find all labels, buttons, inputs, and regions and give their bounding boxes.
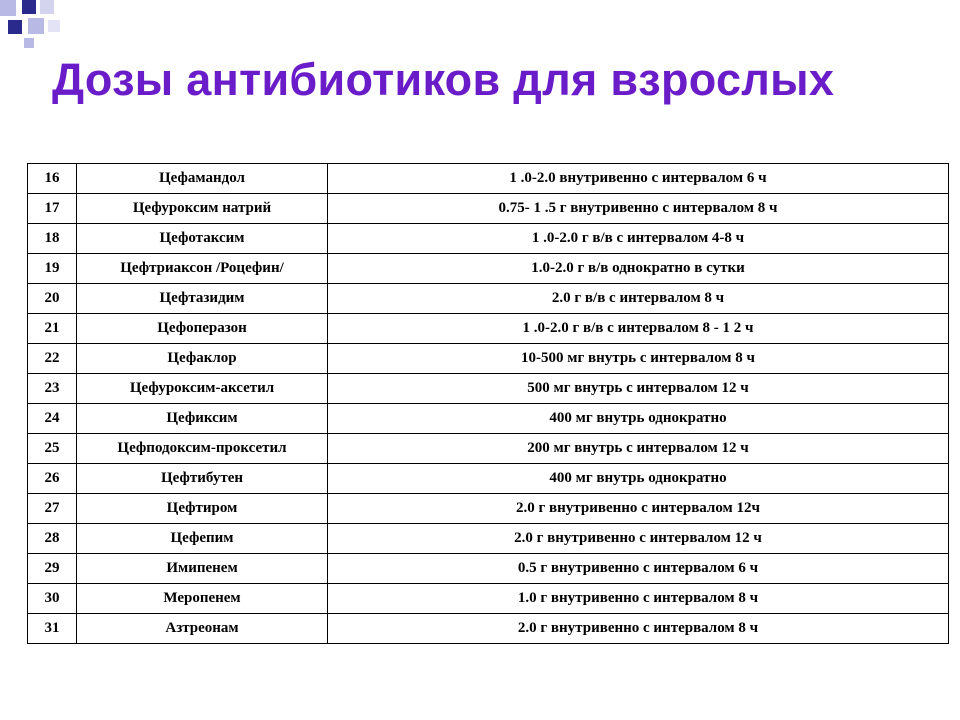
decor-square (24, 38, 34, 48)
dose-cell: 400 мг внутрь однократно (328, 404, 949, 434)
table-row (28, 194, 949, 224)
dose-cell: 2.0 г внутривенно с интервалом 8 ч (328, 614, 949, 644)
drug-name-cell: Цефаклор (77, 344, 328, 374)
dose-cell: 400 мг внутрь однократно (328, 464, 949, 494)
dose-cell: 500 мг внутрь с интервалом 12 ч (328, 374, 949, 404)
drug-name-cell: Цефтазидим (77, 284, 328, 314)
corner-decoration (0, 0, 80, 60)
row-number-cell: 22 (28, 344, 77, 374)
drug-name-cell: Цефамандол (77, 164, 328, 194)
row-number-cell: 23 (28, 374, 77, 404)
decor-square (40, 0, 54, 14)
dose-cell: 2.0 г внутривенно с интервалом 12 ч (328, 524, 949, 554)
row-number-cell: 31 (28, 614, 77, 644)
drug-name-cell: Цефподоксим-проксетил (77, 434, 328, 464)
table-body (28, 164, 949, 644)
dose-cell: 2.0 г внутривенно с интервалом 12ч (328, 494, 949, 524)
dose-cell: 200 мг внутрь с интервалом 12 ч (328, 434, 949, 464)
table-row (28, 554, 949, 584)
drug-name-cell: Азтреонам (77, 614, 328, 644)
row-number-cell: 25 (28, 434, 77, 464)
table-row (28, 434, 949, 464)
drug-name-cell: Цефоперазон (77, 314, 328, 344)
row-number-cell: 21 (28, 314, 77, 344)
row-number-cell: 27 (28, 494, 77, 524)
table-row (28, 404, 949, 434)
drug-name-cell: Цефуроксим натрий (77, 194, 328, 224)
table-row (28, 494, 949, 524)
table-row (28, 224, 949, 254)
decor-square (8, 20, 22, 34)
drug-name-cell: Меропенем (77, 584, 328, 614)
drug-name-cell: Цефиксим (77, 404, 328, 434)
row-number-cell: 28 (28, 524, 77, 554)
row-number-cell: 16 (28, 164, 77, 194)
dose-cell: 1 .0-2.0 г в/в с интервалом 4-8 ч (328, 224, 949, 254)
row-number-cell: 18 (28, 224, 77, 254)
drug-name-cell: Цефтибутен (77, 464, 328, 494)
drug-name-cell: Имипенем (77, 554, 328, 584)
row-number-cell: 26 (28, 464, 77, 494)
table-row (28, 344, 949, 374)
row-number-cell: 30 (28, 584, 77, 614)
table-row (28, 284, 949, 314)
dose-cell: 1 .0-2.0 внутривенно с интервалом 6 ч (328, 164, 949, 194)
row-number-cell: 19 (28, 254, 77, 284)
table-row (28, 164, 949, 194)
drug-name-cell: Цефепим (77, 524, 328, 554)
table-row (28, 374, 949, 404)
table-row (28, 614, 949, 644)
decor-square (48, 20, 60, 32)
dose-cell: 1.0-2.0 г в/в однократно в сутки (328, 254, 949, 284)
table-row (28, 314, 949, 344)
dose-cell: 0.5 г внутривенно с интервалом 6 ч (328, 554, 949, 584)
dose-cell: 10-500 мг внутрь с интервалом 8 ч (328, 344, 949, 374)
decor-square (0, 0, 16, 16)
row-number-cell: 17 (28, 194, 77, 224)
table-row (28, 464, 949, 494)
antibiotic-dose-table (27, 163, 949, 644)
dose-cell: 1 .0-2.0 г в/в с интервалом 8 - 1 2 ч (328, 314, 949, 344)
dose-cell: 2.0 г в/в с интервалом 8 ч (328, 284, 949, 314)
page-title: Дозы антибиотиков для взрослых (52, 54, 835, 105)
dose-cell: 1.0 г внутривенно с интервалом 8 ч (328, 584, 949, 614)
row-number-cell: 20 (28, 284, 77, 314)
drug-name-cell: Цефтриаксон /Роцефин/ (77, 254, 328, 284)
table-row (28, 524, 949, 554)
drug-name-cell: Цефуроксим-аксетил (77, 374, 328, 404)
row-number-cell: 29 (28, 554, 77, 584)
decor-square (28, 18, 44, 34)
drug-name-cell: Цефотаксим (77, 224, 328, 254)
decor-square (22, 0, 36, 14)
drug-name-cell: Цефтиром (77, 494, 328, 524)
table-row (28, 254, 949, 284)
dose-cell: 0.75- 1 .5 г внутривенно с интервалом 8 ч (328, 194, 949, 224)
table-row (28, 584, 949, 614)
row-number-cell: 24 (28, 404, 77, 434)
